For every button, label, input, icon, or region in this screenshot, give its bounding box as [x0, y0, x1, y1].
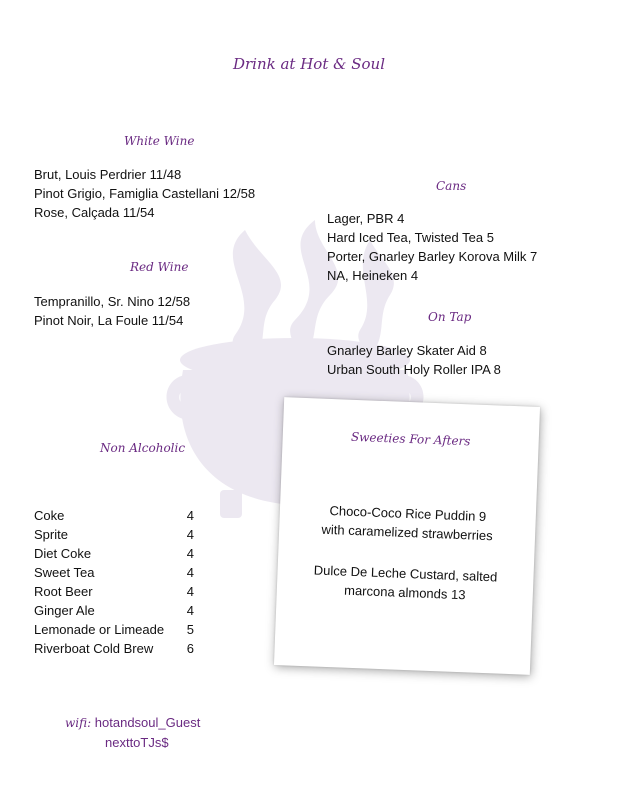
list-item — [34, 601, 194, 620]
dessert-2-line-2: marcona almonds 13 — [343, 582, 466, 603]
item-price: 4 — [186, 527, 194, 542]
item-price: 4 — [186, 546, 194, 561]
white-wine-list — [34, 165, 255, 222]
list-item: Tempranillo, Sr. Nino 12/58 — [34, 294, 191, 309]
item-name: Riverboat Cold Brew — [34, 641, 154, 656]
wifi-password: nexttoTJs$ — [105, 735, 169, 750]
item-price: 4 — [186, 565, 194, 580]
menu-title: Drink at Hot & Soul — [232, 55, 386, 73]
list-item: Lager, PBR 4 — [327, 211, 405, 226]
item-name: Coke — [34, 508, 65, 523]
item-name: Diet Coke — [34, 546, 92, 561]
list-item: Pinot Noir, La Foule 11/54 — [34, 313, 184, 328]
on-tap-list — [327, 341, 501, 379]
non-alcoholic-list — [34, 506, 194, 658]
item-name: Lemonade or Limeade — [34, 622, 165, 637]
list-item: NA, Heineken 4 — [327, 268, 419, 283]
dessert-2-line-1: Dulce De Leche Custard, salted — [313, 562, 498, 585]
list-item: Gnarley Barley Skater Aid 8 — [327, 343, 487, 358]
list-item: Rose, Calçada 11/54 — [34, 205, 155, 220]
list-item: Urban South Holy Roller IPA 8 — [327, 362, 501, 377]
cans-heading: Cans — [436, 179, 467, 193]
list-item: Hard Iced Tea, Twisted Tea 5 — [327, 230, 494, 245]
list-item — [34, 563, 194, 582]
cans-list — [327, 209, 537, 285]
non-alcoholic-heading: Non Alcoholic — [100, 441, 186, 455]
sweeties-card — [274, 397, 540, 675]
wifi-label: wifi: — [65, 716, 92, 730]
item-name: Root Beer — [34, 584, 93, 599]
wifi-network: hotandsoul_Guest — [94, 715, 201, 730]
item-price: 4 — [186, 508, 194, 523]
on-tap-heading: On Tap — [428, 310, 472, 324]
dessert-1-line-1: Choco-Coco Rice Puddin 9 — [329, 503, 487, 525]
item-name: Sprite — [34, 527, 68, 542]
item-name: Sweet Tea — [34, 565, 95, 580]
list-item — [34, 544, 194, 563]
list-item — [34, 639, 194, 658]
list-item: Porter, Gnarley Barley Korova Milk 7 — [327, 249, 538, 264]
dessert-1-line-2: with caramelized strawberries — [321, 521, 493, 544]
list-item — [34, 620, 194, 639]
sweeties-heading: Sweeties For Afters — [350, 429, 471, 449]
item-price: 4 — [186, 603, 194, 618]
list-item: Pinot Grigio, Famiglia Castellani 12/58 — [34, 186, 256, 201]
list-item: Brut, Louis Perdrier 11/48 — [34, 167, 182, 182]
item-price: 6 — [186, 641, 194, 656]
white-wine-heading: White Wine — [124, 134, 195, 148]
list-item — [34, 525, 194, 544]
wifi-info — [65, 713, 200, 752]
red-wine-heading: Red Wine — [130, 260, 189, 274]
item-price: 4 — [186, 584, 194, 599]
list-item — [34, 506, 194, 525]
item-price: 5 — [186, 622, 194, 637]
item-name: Ginger Ale — [34, 603, 95, 618]
red-wine-list — [34, 292, 190, 330]
list-item — [34, 582, 194, 601]
